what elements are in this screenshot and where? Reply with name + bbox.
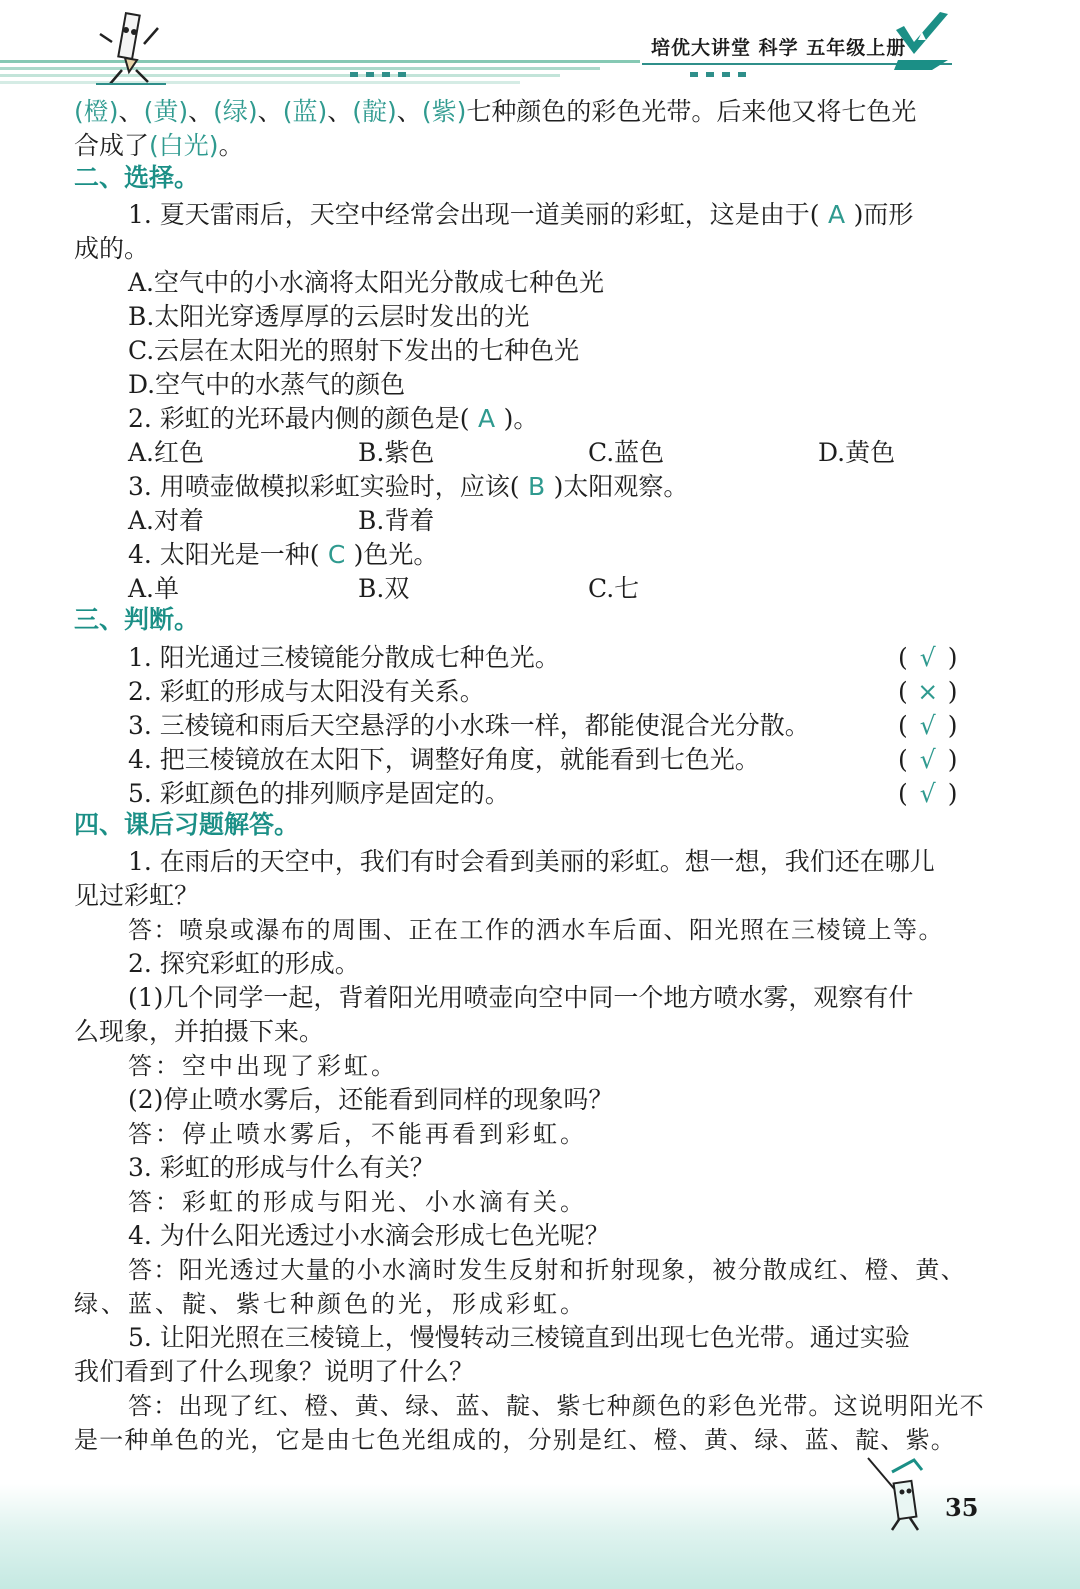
q3-stem: 3. 用喷壶做模拟彩虹实验时，应该( B )太阳观察。	[128, 472, 689, 501]
q2-option-b: B.紫色	[358, 438, 435, 467]
q4-stem: 4. 太阳光是一种( C )色光。	[128, 540, 439, 569]
q1-answer: A	[828, 200, 846, 229]
q4-option-b: B.双	[358, 574, 410, 603]
hw-a3: 答：彩虹的形成与阳光、小水滴有关。	[128, 1188, 587, 1216]
hw-a2-2: 答：停止喷水雾后，不能再看到彩虹。	[128, 1120, 587, 1148]
hw-q4: 4. 为什么阳光透过小水滴会形成七色光呢？	[128, 1221, 610, 1250]
section1-line1: (橙)、(黄)、(绿)、(蓝)、(靛)、(紫)七种颜色的彩色光带。后来他又将七色光	[74, 97, 917, 126]
color-answer: 靛	[362, 97, 388, 126]
hw-q5: 5. 让阳光照在三棱镜上，慢慢转动三棱镜直到出现七色光带。通过实验	[128, 1323, 910, 1352]
judge-mark-2: ( × )	[898, 677, 958, 706]
q2-option-d: D.黄色	[818, 438, 896, 467]
q2-option-a: A.红色	[128, 438, 205, 467]
hw-q2-1: (1)几个同学一起，背着阳光用喷壶向空中同一个地方喷水雾，观察有什	[128, 983, 914, 1012]
hw-q3: 3. 彩虹的形成与什么有关？	[128, 1153, 435, 1182]
color-answer: 黄	[153, 97, 179, 126]
section4-title: 四、课后习题解答。	[74, 810, 300, 839]
q2-option-c: C.蓝色	[588, 438, 665, 467]
hw-a5: 答：出现了红、橙、黄、绿、蓝、靛、紫七种颜色的彩色光带。这说明阳光不	[128, 1392, 985, 1420]
judge-mark-1: ( √ )	[898, 643, 958, 672]
judge-item-2: 2. 彩虹的形成与太阳没有关系。	[128, 677, 485, 706]
section3-title: 三、判断。	[74, 605, 200, 634]
white-light-answer: 白光	[158, 131, 209, 160]
q4-option-c: C.七	[588, 574, 640, 603]
page-number: 35	[945, 1493, 979, 1522]
header-title: 培优大讲堂 科学 五年级上册	[651, 37, 907, 59]
q3-answer: B	[527, 472, 546, 501]
q1-option-b: B.太阳光穿透厚厚的云层时发出的光	[128, 302, 530, 331]
hw-a4-cont: 绿、蓝、靛、紫七种颜色的光，形成彩虹。	[74, 1290, 587, 1318]
section2-title: 二、选择。	[74, 163, 200, 192]
hw-a4: 答：阳光透过大量的小水滴时发生反射和折射现象，被分散成红、橙、黄、	[128, 1256, 967, 1284]
q2-stem: 2. 彩虹的光环最内侧的颜色是( A )。	[128, 404, 539, 433]
judge-mark-4: ( √ )	[898, 745, 958, 774]
color-answer: 绿	[222, 97, 248, 126]
q1-stem: 1. 夏天雷雨后，天空中经常会出现一道美丽的彩虹，这是由于( A )而形	[128, 200, 914, 229]
color-answer: 橙	[83, 97, 109, 126]
check-logo-icon	[892, 10, 952, 72]
q1-option-a: A.空气中的小水滴将太阳光分散成七种色光	[128, 268, 605, 297]
judge-item-3: 3. 三棱镜和雨后天空悬浮的小水珠一样，都能使混合光分散。	[128, 711, 810, 740]
color-answer: 蓝	[292, 97, 318, 126]
q3-option-a: A.对着	[128, 506, 205, 535]
q1-option-d: D.空气中的水蒸气的颜色	[128, 370, 406, 399]
hw-q2: 2. 探究彩虹的形成。	[128, 949, 360, 978]
judge-item-4: 4. 把三棱镜放在太阳下，调整好角度，就能看到七色光。	[128, 745, 760, 774]
section1-line2: 合成了(白光)。	[74, 131, 244, 160]
q4-answer: C	[327, 540, 346, 569]
hw-a2-1: 答：空中出现了彩虹。	[128, 1052, 398, 1080]
judge-mark-3: ( √ )	[898, 711, 958, 740]
q1-stem-cont: 成的。	[74, 234, 150, 263]
q4-option-a: A.单	[128, 574, 180, 603]
judge-mark-5: ( √ )	[898, 779, 958, 808]
judge-item-1: 1. 阳光通过三棱镜能分散成七种色光。	[128, 643, 560, 672]
fencer-mascot-icon	[862, 1452, 942, 1532]
hw-q5-cont: 我们看到了什么现象？说明了什么？	[74, 1357, 475, 1386]
hw-q1: 1. 在雨后的天空中，我们有时会看到美丽的彩虹。想一想，我们还在哪儿	[128, 847, 935, 876]
hw-q2-2: (2)停止喷水雾后，还能看到同样的现象吗？	[128, 1085, 614, 1114]
hw-q1-cont: 见过彩虹？	[74, 881, 200, 910]
hw-a5-cont: 是一种单色的光，它是由七色光组成的，分别是红、橙、黄、绿、蓝、靛、紫。	[74, 1426, 956, 1454]
judge-item-5: 5. 彩虹颜色的排列顺序是固定的。	[128, 779, 510, 808]
hw-a1: 答：喷泉或瀑布的周围、正在工作的洒水车后面、阳光照在三棱镜上等。	[128, 916, 944, 944]
q1-option-c: C.云层在太阳光的照射下发出的七种色光	[128, 336, 580, 365]
hw-q2-1-cont: 么现象，并拍摄下来。	[74, 1017, 325, 1046]
pencil-mascot-icon	[92, 8, 172, 88]
q2-answer: A	[478, 404, 496, 433]
q3-option-b: B.背着	[358, 506, 435, 535]
color-answer: 紫	[431, 97, 457, 126]
